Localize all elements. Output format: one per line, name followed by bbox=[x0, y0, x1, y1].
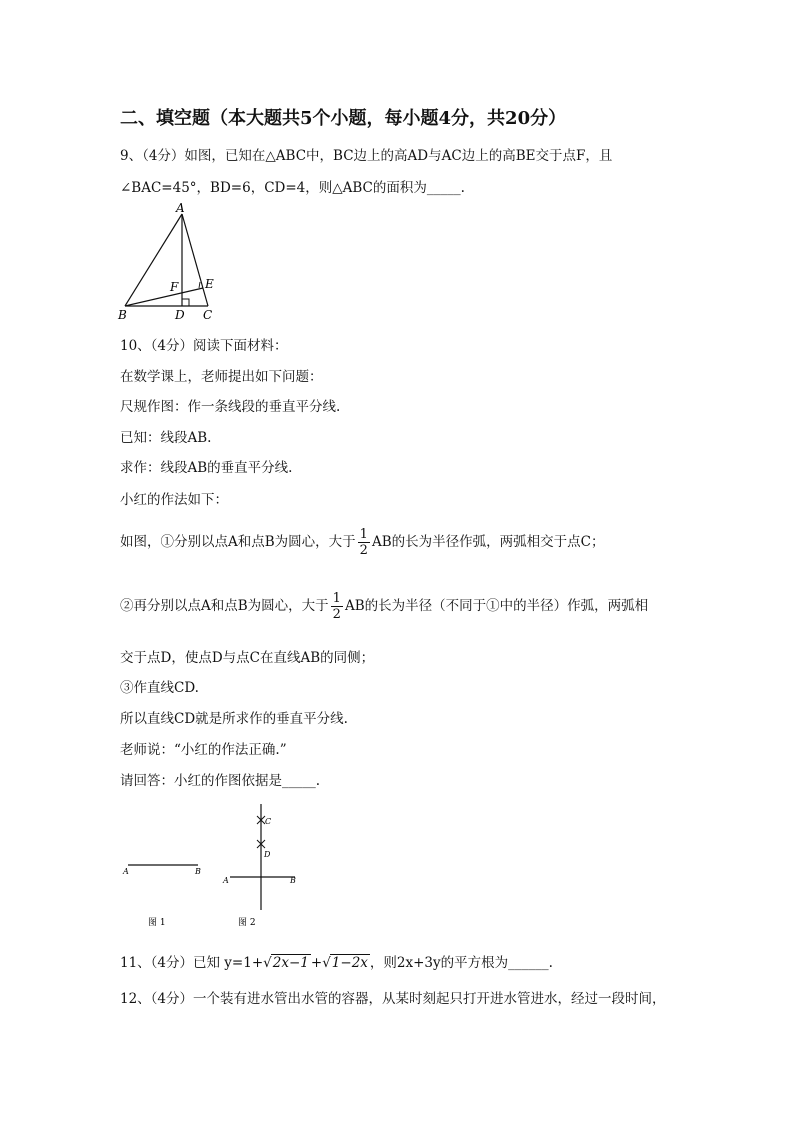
q10-step2-post: AB的长为半径（不同于①中的半径）作弧，两弧相 bbox=[344, 598, 649, 614]
q9-label-d: D bbox=[175, 308, 185, 322]
sqrt-sign: √ bbox=[263, 955, 272, 971]
q9-triangle-figure bbox=[115, 200, 225, 322]
q10-line2: 尺规作图：作一条线段的垂直平分线. bbox=[120, 399, 341, 415]
q10-intro: 10、（4分）阅读下面材料： bbox=[120, 338, 288, 354]
q10-line6: 所以直线CD就是所求作的垂直平分线. bbox=[120, 711, 348, 727]
q10-line8: 请回答：小红的作图依据是_____. bbox=[120, 773, 321, 789]
q10-line3: 已知：线段AB. bbox=[120, 430, 212, 446]
q9-label-c: C bbox=[203, 308, 213, 322]
q11-post: ，则2x+3y的平方根为______. bbox=[369, 955, 553, 971]
fig2-label-c: C bbox=[265, 817, 272, 826]
sqrt-sign: √ bbox=[322, 955, 331, 971]
q10-line1: 在数学课上，老师提出如下问题： bbox=[120, 369, 323, 385]
q10-step1 bbox=[120, 524, 604, 560]
q9-label-f: F bbox=[170, 280, 179, 294]
q9-text-line1: 9、（4分）如图，已知在△ABC中，BC边上的高AD与AC边上的高BE交于点F，且 bbox=[120, 148, 613, 164]
fig2-label-b: B bbox=[290, 876, 296, 885]
q11-radicand-2: 1−2x bbox=[331, 955, 368, 971]
fig1-label-a: A bbox=[123, 867, 129, 876]
q11-plus: + bbox=[310, 955, 323, 971]
q10-figure-1 bbox=[118, 850, 208, 930]
q11-text bbox=[120, 951, 553, 971]
q11-pre: 11、（4分）已知 y=1+ bbox=[120, 955, 264, 971]
q10-step2-pre: ②再分别以点A和点B为圆心，大于 bbox=[120, 598, 329, 614]
q10-step2 bbox=[120, 588, 648, 624]
fraction-one-half bbox=[358, 527, 370, 558]
q9-label-a: A bbox=[176, 201, 185, 215]
q10-figure-2 bbox=[220, 800, 320, 930]
q10-step2-cont: 交于点D，使点D与点C在直线AB的同侧； bbox=[120, 650, 375, 666]
q10-step1-post: AB的长为半径作弧，两弧相交于点C； bbox=[371, 534, 605, 550]
q10-line5: 小红的作法如下： bbox=[120, 492, 228, 508]
fig2-label-d: D bbox=[264, 850, 271, 859]
fraction-denominator: 2 bbox=[359, 543, 368, 558]
fig2-caption: 图 2 bbox=[238, 918, 256, 928]
q10-line7: 老师说：“小红的作法正确.” bbox=[120, 742, 287, 758]
fraction-one-half bbox=[331, 591, 343, 622]
fig2-label-a: A bbox=[223, 876, 229, 885]
q10-step3: ③作直线CD. bbox=[120, 680, 199, 696]
q10-line4: 求作：线段AB的垂直平分线. bbox=[120, 460, 293, 476]
q12-text-line1: 12、（4分）一个装有进水管出水管的容器，从某时刻起只打开进水管进水，经过一段时间， bbox=[120, 991, 666, 1007]
fraction-denominator: 2 bbox=[332, 607, 341, 622]
section-title: 二、填空题（本大题共5个小题，每小题4分，共20分） bbox=[120, 108, 567, 129]
q9-text-line2: ∠BAC=45°，BD=6，CD=4，则△ABC的面积为_____. bbox=[120, 180, 465, 196]
q10-step1-pre: 如图，①分别以点A和点B为圆心，大于 bbox=[120, 534, 356, 550]
fig1-caption: 图 1 bbox=[148, 918, 166, 928]
fraction-numerator: 1 bbox=[332, 591, 341, 606]
fraction-numerator: 1 bbox=[359, 527, 368, 542]
q9-label-e: E bbox=[205, 277, 214, 291]
q9-label-b: B bbox=[118, 308, 127, 322]
q11-radicand-1: 2x−1 bbox=[272, 955, 309, 971]
fig1-label-b: B bbox=[195, 867, 201, 876]
